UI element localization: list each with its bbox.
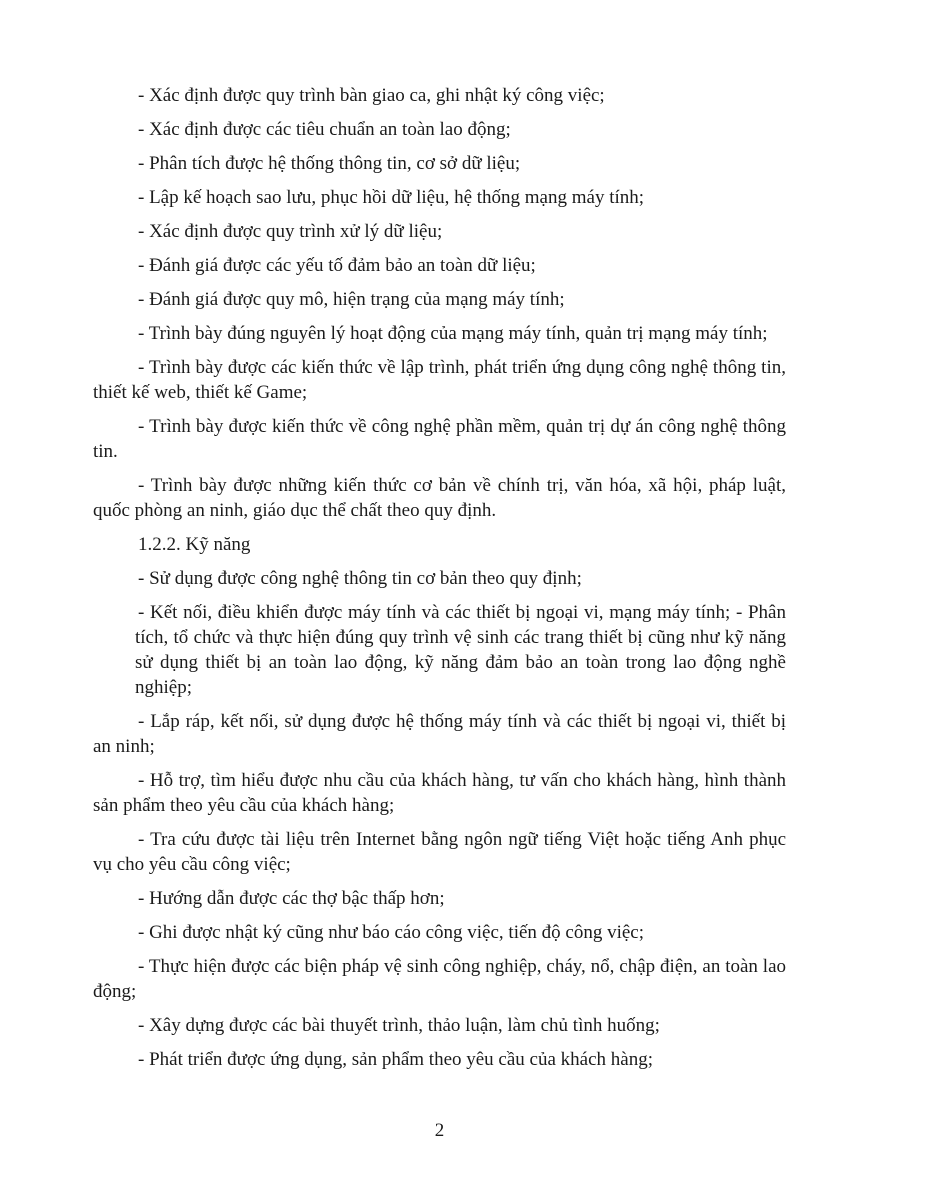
paragraph: - Xây dựng được các bài thuyết trình, thảo luận, làm chủ tình huống; (138, 1015, 660, 1036)
page-number: 2 (434, 1120, 445, 1141)
paragraph: - Xác định được các tiêu chuẩn an toàn lao động; (138, 119, 511, 140)
paragraph: - Thực hiện được các biện pháp vệ sinh công nghiệp, cháy, nổ, chập điện, an toàn lao động; (93, 956, 786, 1002)
paragraph: - Đánh giá được các yếu tố đảm bảo an toàn dữ liệu; (138, 255, 536, 276)
paragraph: - Trình bày được kiến thức về công nghệ phần mềm, quản trị dự án công nghệ thông tin. (93, 416, 786, 462)
paragraph: - Ghi được nhật ký cũng như báo cáo công việc, tiến độ công việc; (138, 922, 645, 943)
paragraph: - Xác định được quy trình xử lý dữ liệu; (138, 221, 443, 242)
paragraph: - Hỗ trợ, tìm hiểu được nhu cầu của khách hàng, tư vấn cho khách hàng, hình thành sản phẩm theo yêu cầu của khách hàng; (93, 770, 786, 816)
paragraph: - Xác định được quy trình bàn giao ca, ghi nhật ký công việc; (138, 85, 605, 106)
paragraph: - Đánh giá được quy mô, hiện trạng của mạng máy tính; (138, 289, 565, 310)
document-body (93, 83, 786, 1081)
paragraph: - Trình bày được các kiến thức về lập trình, phát triển ứng dụng công nghệ thông tin, thiết kế web, thiết kế Game; (93, 357, 786, 403)
paragraph: - Sử dụng được công nghệ thông tin cơ bản theo quy định; (138, 568, 582, 589)
paragraph: - Lắp ráp, kết nối, sử dụng được hệ thống máy tính và các thiết bị ngoại vi, thiết bị an ninh; (93, 711, 786, 757)
paragraph: - Trình bày được những kiến thức cơ bản về chính trị, văn hóa, xã hội, pháp luật, quốc phòng an ninh, giáo dục thể chất theo quy định. (93, 475, 786, 521)
paragraph: - Phát triển được ứng dụng, sản phẩm theo yêu cầu của khách hàng; (138, 1049, 653, 1070)
paragraph: - Lập kế hoạch sao lưu, phục hồi dữ liệu, hệ thống mạng máy tính; (138, 187, 645, 208)
section-heading: 1.2.2. Kỹ năng (138, 534, 251, 555)
paragraph: - Phân tích được hệ thống thông tin, cơ sở dữ liệu; (138, 153, 521, 174)
paragraph: - Trình bày đúng nguyên lý hoạt động của mạng máy tính, quản trị mạng máy tính; (138, 323, 768, 344)
paragraph: - Hướng dẫn được các thợ bậc thấp hơn; (138, 888, 445, 909)
paragraph: - Kết nối, điều khiển được máy tính và các thiết bị ngoại vi, mạng máy tính; - Phân tích, tổ chức và thực hiện đúng quy trình vệ sinh các trang thiết bị cũng như kỹ năng sử dụng thiết bị an toàn lao động, kỹ năng đảm bảo an toàn trong lao động nghề nghiệp; (135, 602, 786, 698)
paragraph: - Tra cứu được tài liệu trên Internet bằng ngôn ngữ tiếng Việt hoặc tiếng Anh phục vụ cho yêu cầu công việc; (93, 829, 786, 875)
